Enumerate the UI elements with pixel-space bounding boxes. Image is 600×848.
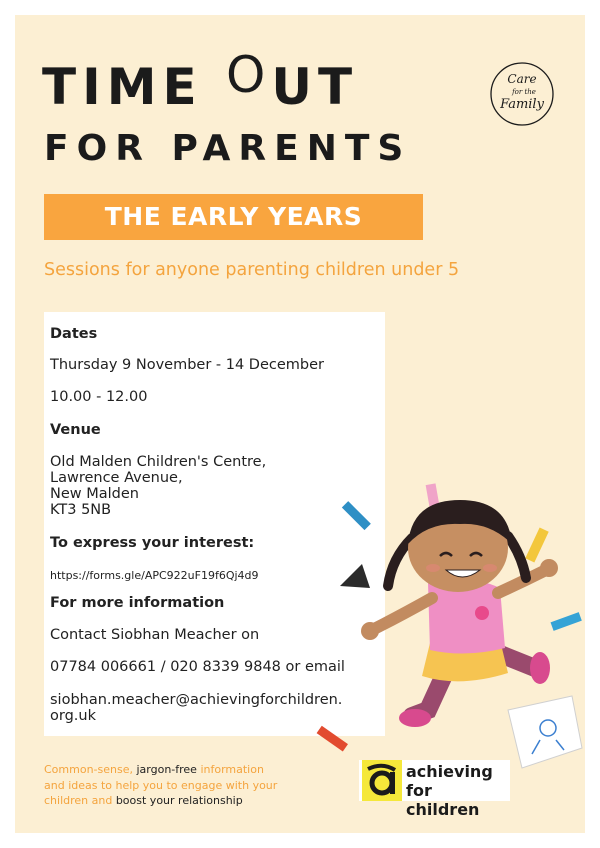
footer-part-2: jargon-free: [136, 763, 197, 776]
drawing-paper-icon: [508, 696, 582, 768]
crayon-icon: [342, 501, 371, 530]
contact-text: Contact Siobhan Meacher on: [50, 627, 260, 643]
email-line-1[interactable]: siobhan.meacher@achievingforchildren.: [50, 692, 343, 708]
care-for-the-family-logo: [489, 61, 555, 127]
more-info-heading: For more information: [50, 595, 225, 611]
venue-line-3: New Malden: [50, 486, 139, 502]
girl-with-crayons-illustration: [300, 478, 600, 778]
footer-part-1: Common-sense,: [44, 763, 137, 776]
footer-part-6: boost your relationship: [115, 794, 243, 807]
dates-heading: Dates: [50, 326, 98, 342]
afc-line-1: achieving: [406, 762, 493, 781]
subtitle: Sessions for anyone parenting children under 5: [44, 260, 460, 280]
title-word-time: TIME: [42, 58, 227, 116]
crayon-icon: [317, 726, 348, 752]
banner: [44, 194, 423, 240]
dates-value: Thursday 9 November - 14 December: [50, 357, 324, 373]
care-logo-line3: Family: [500, 97, 544, 112]
title-word-ut: UT: [271, 58, 359, 116]
care-logo-line1: Care: [507, 72, 537, 86]
footer-tagline: [44, 762, 314, 809]
interest-heading: To express your interest:: [50, 535, 255, 551]
girl-figure: [361, 500, 558, 727]
afc-line-2: for children: [406, 781, 480, 819]
title-raised-o: O: [226, 46, 272, 104]
phone-numbers: 07784 006661 / 020 8339 9848 or email: [50, 659, 345, 675]
title-line-2: FOR PARENTS: [44, 128, 412, 169]
registration-link[interactable]: https://forms.gle/APC922uF19f6Qj4d9: [50, 569, 259, 582]
venue-line-2: Lawrence Avenue,: [50, 470, 183, 486]
care-logo-line2: for the: [512, 88, 536, 96]
footer-part-3: information: [196, 763, 264, 776]
venue-line-4: KT3 5NB: [50, 502, 112, 518]
email-line-2[interactable]: org.uk: [50, 708, 96, 724]
crayon-icon: [551, 612, 582, 631]
venue-heading: Venue: [50, 422, 101, 438]
time-value: 10.00 - 12.00: [50, 389, 148, 405]
venue-line-1: Old Malden Children's Centre,: [50, 454, 267, 470]
footer-part-5: children and: [44, 794, 116, 807]
crayon-icon: [340, 564, 370, 588]
banner-text: THE EARLY YEARS: [104, 202, 363, 231]
crayon-icon: [525, 527, 548, 562]
title-line-1: [42, 46, 359, 116]
footer-part-4: and ideas to help you to engage with your: [44, 778, 278, 792]
